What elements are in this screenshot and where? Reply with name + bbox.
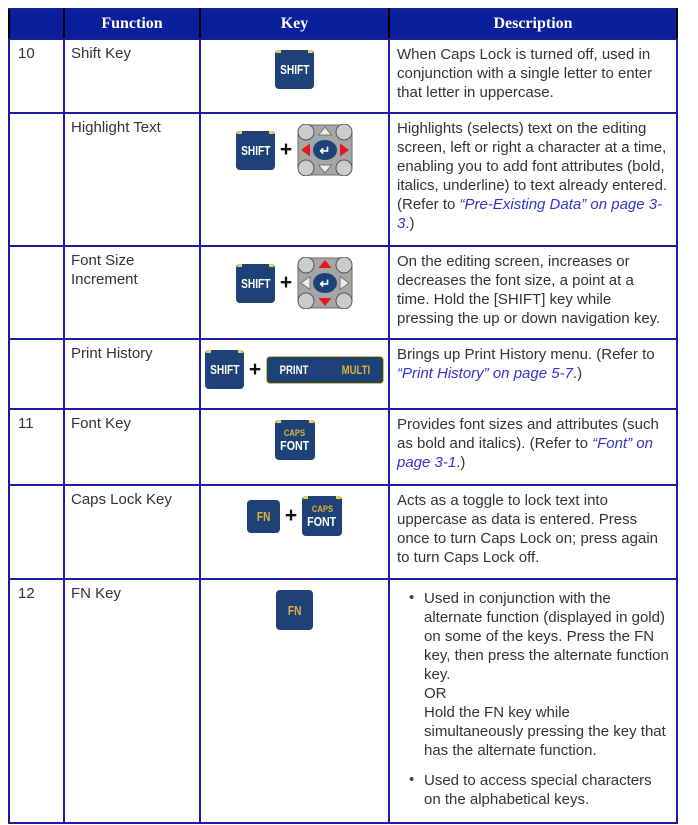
description-bullet-list (391, 581, 675, 810)
table-body (9, 39, 677, 823)
plus-sign: + (248, 357, 262, 381)
nav-pad-icon (297, 257, 353, 309)
shift-key-icon: SHIFT (275, 50, 314, 89)
description-segment: When Caps Lock is turned off, used in conjunction with a single letter to enter that letter in uppercase. (397, 46, 653, 102)
row-number (9, 485, 64, 579)
key-combo (202, 496, 387, 536)
table-row (9, 485, 677, 579)
key-combo (202, 50, 387, 89)
plus-sign: + (284, 504, 298, 527)
table-row (9, 339, 677, 409)
description-text (391, 341, 675, 383)
header-number (9, 9, 64, 39)
description-cell (389, 409, 677, 485)
key-combo (202, 257, 387, 309)
header-description: Description (389, 9, 677, 39)
description-cell (389, 39, 677, 113)
svg-text:↵: ↵ (319, 276, 331, 291)
fn-key-icon: FN (276, 590, 313, 630)
row-number: 11 (9, 409, 64, 485)
cross-reference-link[interactable]: “Font” on page 3-1 (397, 435, 653, 472)
row-number (9, 339, 64, 409)
description-text (391, 41, 675, 102)
key-cell (200, 39, 389, 113)
description-text (391, 487, 675, 567)
cross-reference-link[interactable]: “Pre-Existing Data” on page 3-3 (397, 196, 663, 233)
shift-key-icon: SHIFT (205, 350, 244, 389)
description-cell (389, 579, 677, 823)
gold-corner-accent (308, 50, 313, 53)
row-number (9, 113, 64, 246)
table-header (9, 9, 677, 39)
header-function: Function (64, 9, 200, 39)
description-text (391, 248, 675, 328)
key-cell (200, 579, 389, 823)
font-key-icon: CAPS FONT (302, 496, 342, 536)
function-name: Caps Lock Key (64, 485, 200, 579)
gold-corner-accent (336, 496, 341, 499)
gold-corner-accent (238, 350, 243, 353)
cross-reference-link[interactable]: “Print History” on page 5-7 (397, 365, 573, 383)
key-combo (202, 420, 387, 460)
header-key: Key (200, 9, 389, 39)
table-row (9, 246, 677, 339)
plus-sign: + (279, 138, 293, 161)
function-name: Shift Key (64, 39, 200, 113)
description-text (391, 115, 675, 233)
gold-corner-accent (309, 420, 314, 423)
key-cell (200, 113, 389, 246)
svg-text:↵: ↵ (319, 143, 331, 158)
key-cell (200, 485, 389, 579)
table-row (9, 39, 677, 113)
plus-sign: + (279, 271, 293, 294)
fn-key-icon: FN (247, 500, 280, 533)
row-number: 10 (9, 39, 64, 113)
gold-corner-accent (276, 50, 281, 53)
shift-key-icon: SHIFT (236, 264, 275, 303)
bullet-item: • Used in conjunction with the alternate function (displayed in gold) on some of the keys. Press the FN key, then press the alternate function key. OR Hold the FN key while simultaneously pressing the key that has the alternate function. (409, 589, 671, 760)
font-key-icon: CAPS FONT (275, 420, 315, 460)
description-cell (389, 339, 677, 409)
gold-corner-accent (206, 350, 211, 353)
key-combo (202, 124, 387, 176)
description-cell (389, 246, 677, 339)
print-multi-key-icon: PRINT MULTI (266, 356, 384, 384)
description-segment: Acts as a toggle to lock text into uppercase as data is entered. Press once to turn Caps Lock on; press again to turn Caps Lock off. (397, 492, 658, 567)
description-segment: .) (405, 215, 415, 233)
description-segment: Provides font sizes and attributes (such as bold and italics). (Refer to (397, 416, 659, 453)
description-segment: Highlights (selects) text on the editing screen, left or right a character at a time, enabling you to add font attributes (bold, italics, underline) to text already entered. (Refer to (397, 120, 668, 214)
key-combo (202, 590, 387, 630)
function-name: FN Key (64, 579, 200, 823)
gold-corner-accent (237, 131, 242, 134)
gold-corner-accent (276, 420, 281, 423)
function-name: Print History (64, 339, 200, 409)
description-segment: On the editing screen, increases or decreases the font size, a point at a time. Hold the [SHIFT] key while pressing the up or down navigation key. (397, 253, 661, 328)
gold-corner-accent (303, 496, 308, 499)
bullet-item: • Used to access special characters on the alphabetical keys. (409, 771, 671, 809)
gold-corner-accent (269, 264, 274, 267)
description-segment: .) (572, 365, 583, 383)
function-name: Font Size Increment (64, 246, 200, 339)
description-text (391, 411, 675, 472)
shift-key-icon: SHIFT (236, 131, 275, 170)
nav-pad-icon (297, 124, 353, 176)
gold-corner-accent (269, 131, 274, 134)
row-number (9, 246, 64, 339)
description-segment: .) (456, 454, 466, 472)
description-cell (389, 113, 677, 246)
gold-corner-accent (237, 264, 242, 267)
key-cell (200, 409, 389, 485)
key-cell (200, 339, 389, 409)
table-row (9, 579, 677, 823)
table-row (9, 113, 677, 246)
key-combo (202, 350, 387, 389)
key-cell (200, 246, 389, 339)
row-number: 12 (9, 579, 64, 823)
table-row (9, 409, 677, 485)
key-function-table (8, 8, 678, 824)
function-name: Highlight Text (64, 113, 200, 246)
description-cell (389, 485, 677, 579)
description-segment: Brings up Print History menu. (Refer to (397, 346, 655, 363)
function-name: Font Key (64, 409, 200, 485)
